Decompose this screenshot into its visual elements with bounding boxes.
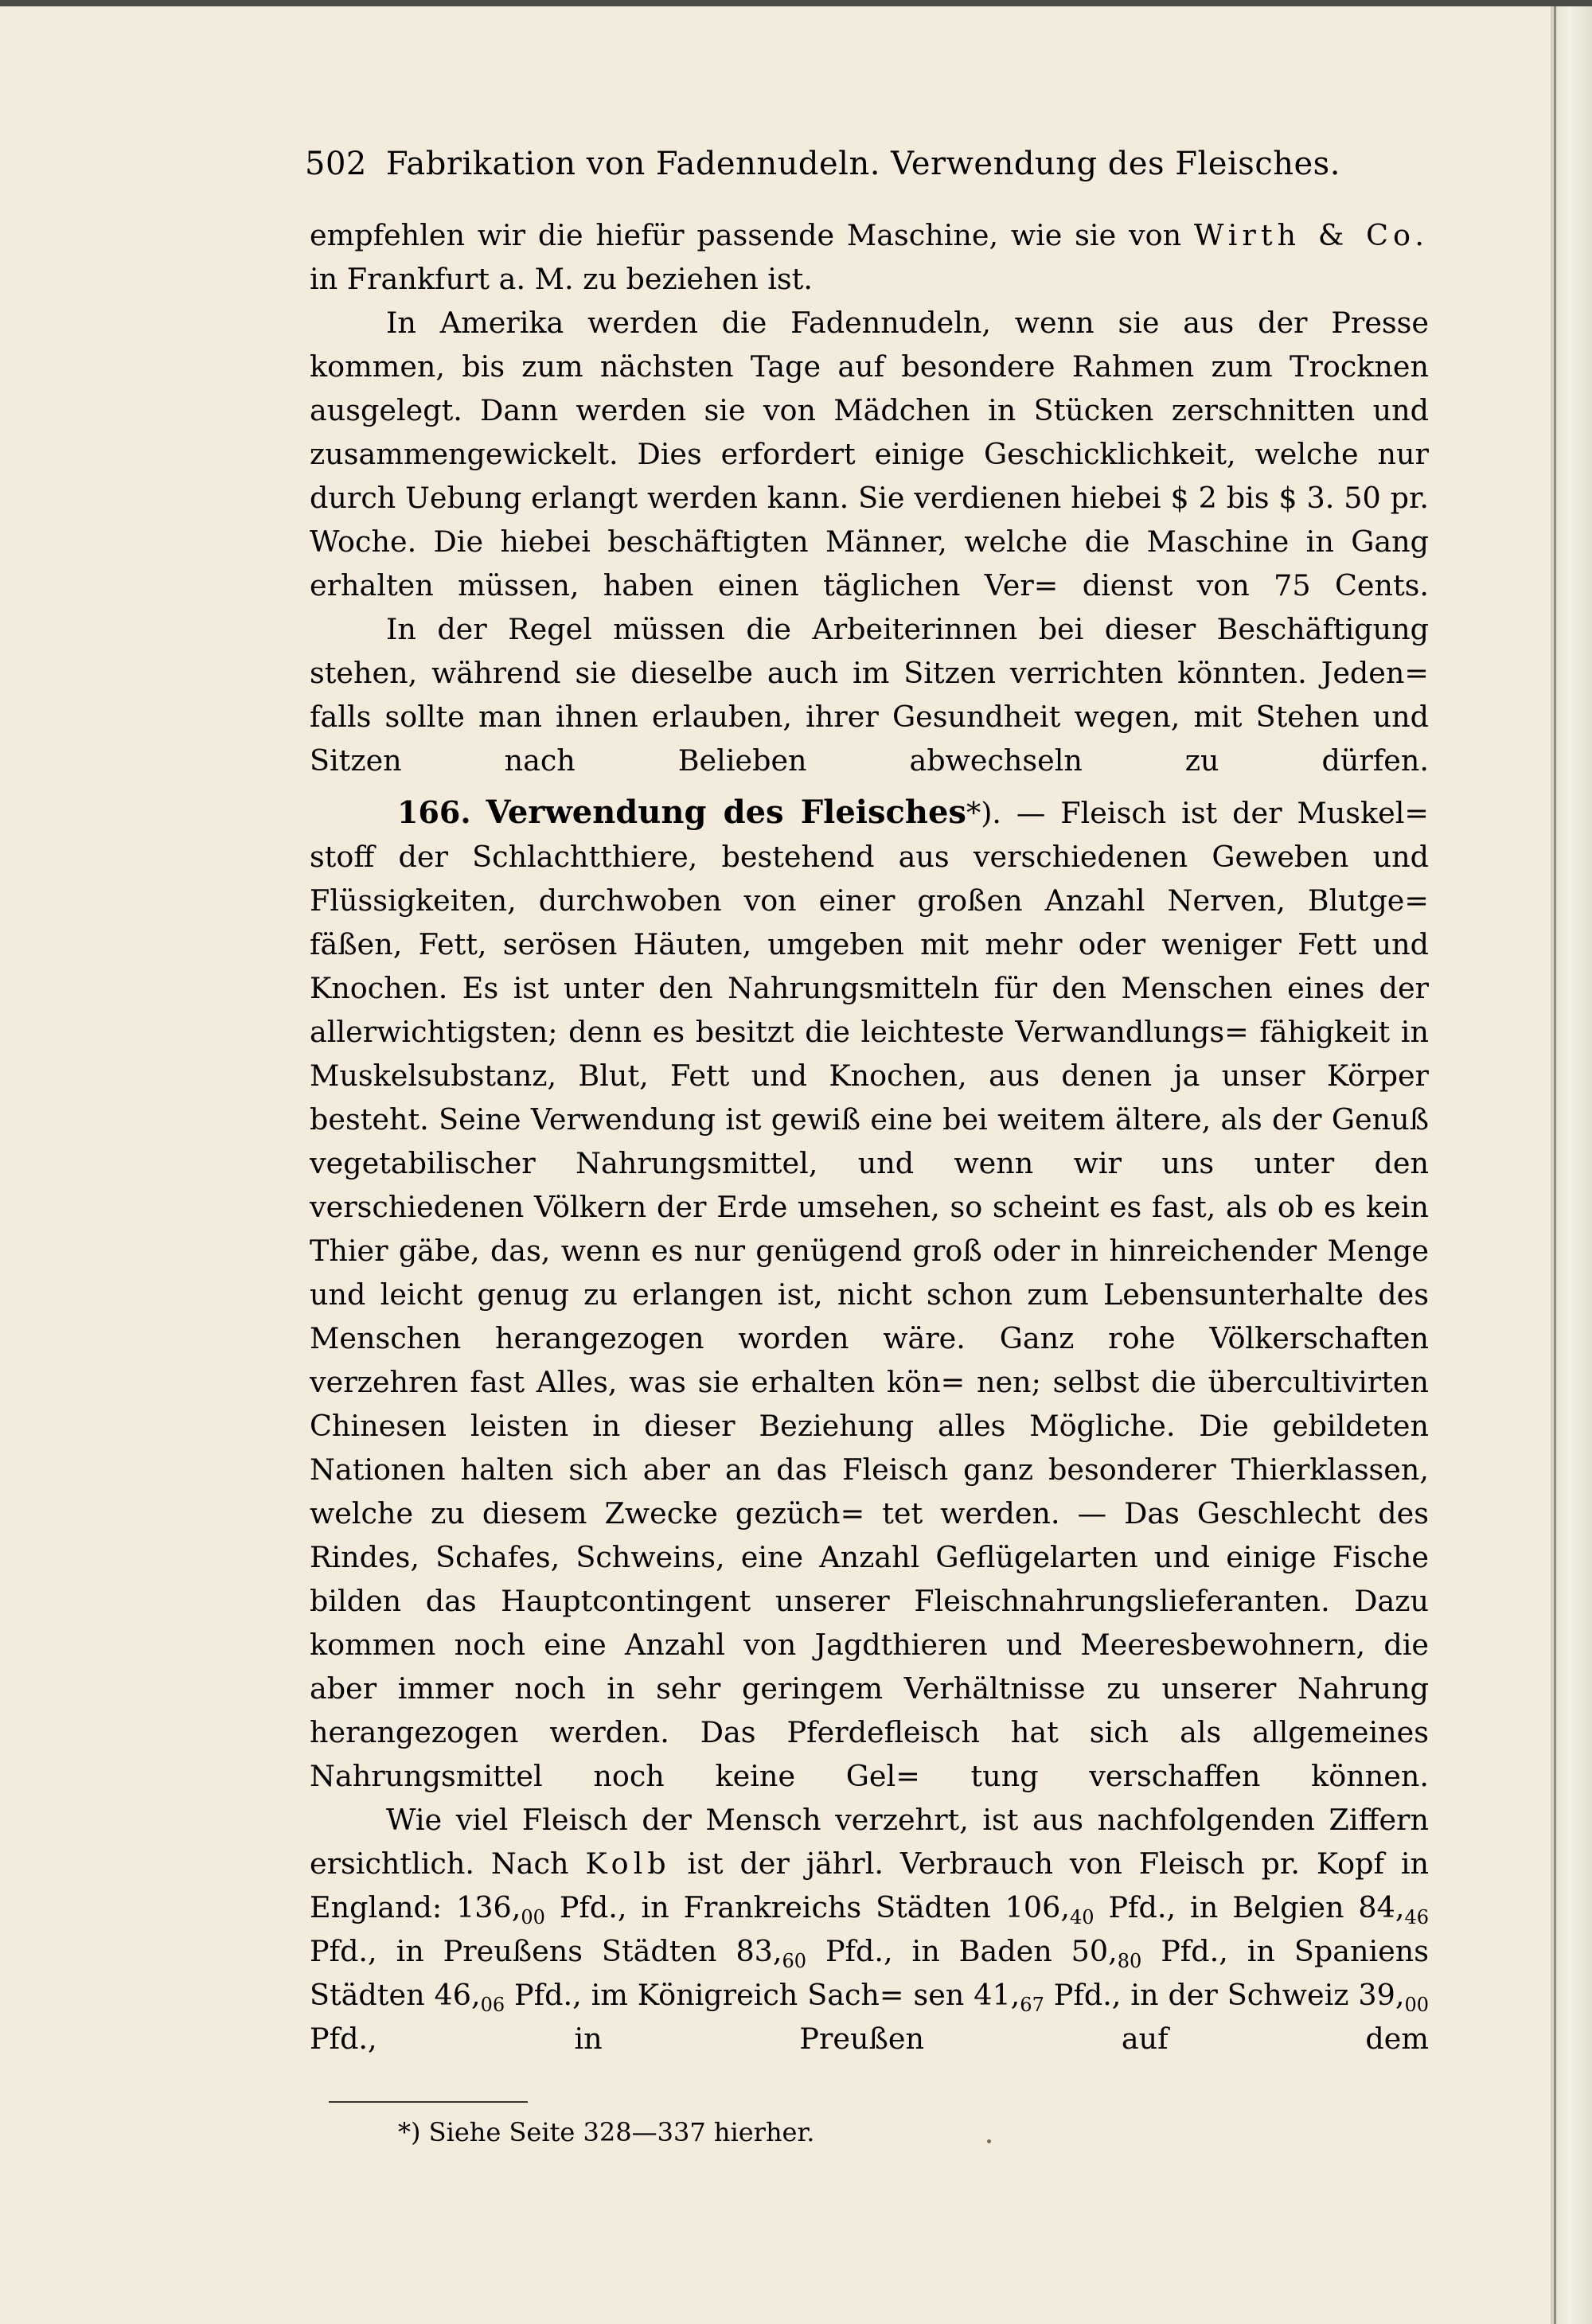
running-title: Fabrikation von Fadennudeln. Verwendung des Fleisches. (385, 146, 1340, 182)
ink-speck (987, 2139, 991, 2143)
footnote: *) Siehe Seite 328—337 hierher. (398, 2117, 815, 2147)
paragraph-3: In der Regel müssen die Arbeiterinnen bei dieser Beschäftigung stehen, während sie dieselbe auch im Sitzen verrichten könnten. Jeden= falls sollte man ihnen erlauben, ihrer Gesundheit wegen, mit Stehen und Sitzen nach Belieben abwechseln zu dürfen. (310, 612, 1430, 778)
running-header (305, 146, 1435, 182)
section-number: 166. (397, 794, 471, 830)
page-spine-shadow (1551, 6, 1592, 2324)
section-title: Verwendung des Fleisches (486, 794, 966, 831)
firm-name: Wirth & Co. (1193, 218, 1429, 252)
author-name: Kolb (585, 1846, 671, 1881)
section-166: 166. Verwendung des Fleisches*). — Fleisch ist der Muskel= stoff der Schlachtthiere, bestehend aus verschiedenen Geweben und Flüssigkeiten, durchwoben von einer großen Anzahl Nerven, Blutge= fäßen, Fett, serösen Häuten, umgeben mit mehr oder weniger Fett und Knochen. Es ist unter den Nahrungsmitteln für den Menschen eines der allerwichtigsten; denn es besitzt die leichteste Verwandlungs= fähigkeit in Muskelsubstanz, Blut, Fett und Knochen, aus denen ja unser Körper besteht. Seine Verwendung ist gewiß eine bei weitem ältere, als der Genuß vegetabilischer Nahrungsmittel, und wenn wir uns unter den verschiedenen Völkern der Erde umsehen, so scheint es fast, als ob es kein Thier gäbe, das, wenn es nur genügend groß oder in hinreichender Menge und leicht genug zu erlangen ist, nicht schon zum Lebensunterhalte des Menschen herangezogen worden wäre. Ganz rohe Völkerschaften verzehren fast Alles, was sie erhalten kön= nen; selbst die übercultivirten Chinesen leisten in dieser Beziehung alles Mögliche. Die gebildeten Nationen halten sich aber an das Fleisch ganz besonderer Thierklassen, welche zu diesem Zwecke gezüch= tet werden. — Das Geschlecht des Rindes, Schafes, Schweins, eine Anzahl Geflügelarten und einige Fische bilden das Hauptcontingent unserer Fleischnahrungslieferanten. Dazu kommen noch eine Anzahl von Jagdthieren und Meeresbewohnern, die aber immer noch in sehr geringem Verhältnisse zu unserer Nahrung herangezogen werden. Das Pferdefleisch hat sich als allgemeines Nahrungsmittel noch keine Gel= tung verschaffen können. (310, 794, 1430, 1793)
scan-edge-bar (0, 0, 1592, 6)
body-text (310, 213, 1429, 2061)
paragraph-1-line-1: empfehlen wir die hiefür passende Maschine, wie sie von Wirth & Co. (310, 218, 1429, 252)
paragraph-5: Wie viel Fleisch der Mensch verzehrt, ist aus nachfolgenden Ziffern ersichtlich. Nach Kolb ist der jährl. Verbrauch von Fleisch pr. Kopf in England: $136,_{00}$ Pfd., in Frankreichs Städten $106,_{40}$ Pfd., in Belgien $84,_{46}$ Pfd., in Preußens Städten $83,_{60}$ Pfd., in Baden $50,_{80}$ Pfd., in Spaniens Städten $46,_{06}$ Pfd., im Königreich Sach= sen $41,_{67}$ Pfd., in der Schweiz $39,_{00}$ Pfd., in Preußen auf dem (310, 1803, 1430, 2056)
page-fold-line (1554, 6, 1556, 2324)
page-number: 502 (305, 146, 367, 182)
paragraph-2: In Amerika werden die Fadennudeln, wenn sie aus der Presse kommen, bis zum nächsten Tage auf besondere Rahmen zum Trocknen ausgelegt. Dann werden sie von Mädchen in Stücken zerschnitten und zusammengewickelt. Dies erfordert einige Geschicklichkeit, welche nur durch Uebung erlangt werden kann. Sie verdienen hiebei $ 2 bis $ 3. 50 pr. Woche. Die hiebei beschäftigten Männer, welche die Maschine in Gang erhalten müssen, haben einen täglichen Ver= dienst von 75 Cents. (310, 306, 1430, 602)
paragraph-1-line-2: in Frankfurt a. M. zu beziehen ist. (310, 262, 813, 296)
footnote-marker: *). (966, 796, 1002, 830)
footnote-rule (329, 2101, 528, 2103)
